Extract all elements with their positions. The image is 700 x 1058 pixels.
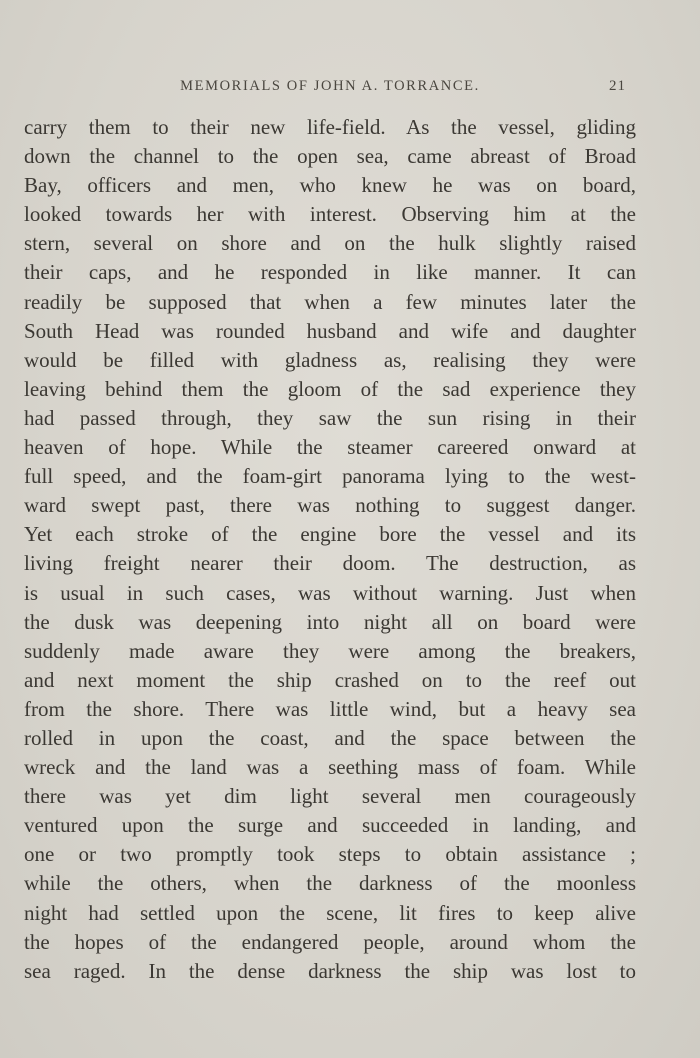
text-line: full speed, and the foam-girt panorama lying to the west- (24, 464, 636, 489)
running-title: MEMORIALS OF JOHN A. TORRANCE. (180, 78, 480, 94)
text-line: one or two promptly took steps to obtain assistance ; (24, 842, 636, 867)
text-line: heaven of hope. While the steamer careered onward at (24, 435, 636, 460)
text-line: would be filled with gladness as, realising they were (24, 347, 636, 372)
running-head (24, 76, 636, 96)
text-line: carry them to their new life-field. As the vessel, gliding (24, 115, 636, 139)
text-line: sea raged. In the dense darkness the ship was lost to (24, 958, 636, 983)
text-line: living freight nearer their doom. The destruction, as (24, 551, 636, 576)
text-line: Bay, officers and men, who knew he was on board, (24, 173, 636, 198)
text-line: the hopes of the endangered people, around whom the (24, 929, 636, 954)
text-line: wreck and the land was a seething mass of foam. While (24, 755, 636, 780)
text-line: suddenly made aware they were among the breakers, (24, 638, 636, 663)
text-line: looked towards her with interest. Observing him at the (24, 202, 636, 227)
text-line: ward swept past, there was nothing to suggest danger. (24, 493, 636, 518)
text-line: is usual in such cases, was without warning. Just when (24, 580, 636, 605)
text-line: while the others, when the darkness of the moonless (24, 871, 636, 896)
text-line: rolled in upon the coast, and the space between the (24, 725, 636, 750)
text-line: there was yet dim light several men courageously (24, 784, 636, 809)
text-line: down the channel to the open sea, came abreast of Broad (24, 144, 636, 169)
text-line: ventured upon the surge and succeeded in landing, and (24, 813, 636, 838)
text-line: night had settled upon the scene, lit fires to keep alive (24, 900, 636, 925)
text-line: and next moment the ship crashed on to the reef out (24, 667, 636, 692)
text-line: readily be supposed that when a few minutes later the (24, 289, 636, 314)
text-line: had passed through, they saw the sun rising in their (24, 405, 636, 430)
page-number: 21 (609, 78, 626, 94)
text-line: Yet each stroke of the engine bore the vessel and its (24, 522, 636, 547)
text-line: South Head was rounded husband and wife and daughter (24, 318, 636, 343)
text-line: the dusk was deepening into night all on board were (24, 609, 636, 634)
body-text (24, 113, 636, 986)
text-line: leaving behind them the gloom of the sad experience they (24, 376, 636, 401)
text-line: stern, several on shore and on the hulk slightly raised (24, 231, 636, 256)
text-line: their caps, and he responded in like manner. It can (24, 260, 636, 285)
text-line: from the shore. There was little wind, but a heavy sea (24, 696, 636, 721)
